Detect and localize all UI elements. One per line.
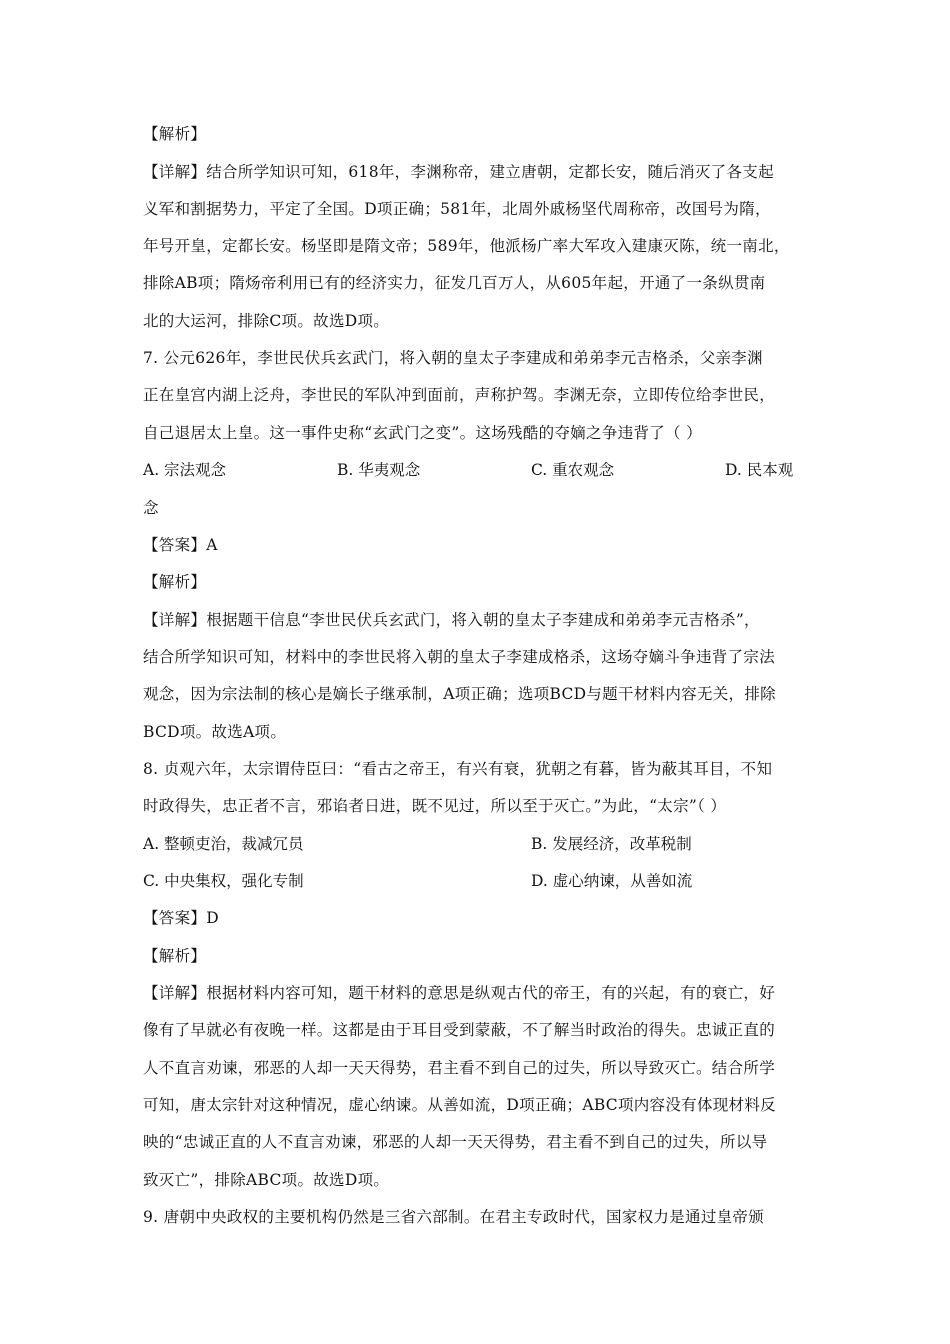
q7-option-b: B. 华夷观念 [337,461,421,479]
q7-option-d: D. 民本观 [725,461,794,479]
q7-option-c: C. 重农观念 [531,461,615,479]
q7-option-wrap: 念 [143,499,159,517]
q8-stem-line: 8. 贞观六年，太宗谓侍臣曰：“看古之帝王，有兴有衰，犹朝之有暮，皆为蔽其耳目，不知 [143,760,773,778]
q8-detail-line: 人不直言劝谏，邪恶的人却一天天得势，君主看不到自己的过失，所以导致灭亡。结合所学 [143,1059,776,1077]
q7-detail-line: 结合所学知识可知，材料中的李世民将入朝的皇太子李建成格杀，这场夺嫡斗争违背了宗法 [143,648,776,666]
q8-option-a: A. 整顿吏治，裁减冗员 [143,835,304,853]
q6-detail-line: 北的大运河，排除C项。故选D项。 [143,312,390,330]
q8-option-b: B. 发展经济，改革税制 [531,835,692,853]
q8-detail-line: 【详解】根据材料内容可知，题干材料的意思是纵观古代的帝王，有的兴起，有的衰亡，好 [143,984,776,1002]
q6-detail-line: 年号开皇，定都长安。杨坚即是隋文帝；589年，他派杨广率大军攻入建康灭陈，统一南北， [143,237,790,255]
q6-detail-line: 排除AB项；隋炀帝利用已有的经济实力，征发几百万人，从605年起，开通了一条纵贯南 [143,274,766,292]
q6-analysis-label: 【解析】 [143,125,207,143]
q7-option-a: A. 宗法观念 [143,461,227,479]
q8-option-d: D. 虚心纳谏，从善如流 [531,872,693,890]
q7-stem-line: 自己退居太上皇。这一事件史称“玄武门之变”。这场残酷的夺嫡之争违背了（ ） [143,424,702,442]
q7-detail-line: 观念，因为宗法制的核心是嫡长子继承制，A项正确；选项BCD与题干材料内容无关，排除 [143,685,776,703]
q8-analysis-label: 【解析】 [143,947,207,965]
q8-detail-line: 可知，唐太宗针对这种情况，虚心纳谏。从善如流，D项正确；ABC项内容没有体现材料反 [143,1096,776,1114]
q7-detail-line: 【详解】根据题干信息“李世民伏兵玄武门，将入朝的皇太子李建成和弟弟李元吉格杀”， [143,611,760,629]
q9-stem-line: 9. 唐朝中央政权的主要机构仍然是三省六部制。在君主专政时代，国家权力是通过皇帝颁 [143,1208,765,1226]
q6-detail-line: 义军和割据势力，平定了全国。D项正确；581年，北周外戚杨坚代周称帝，改国号为隋， [143,200,771,218]
q8-answer: 【答案】D [143,909,219,927]
q7-analysis-label: 【解析】 [143,573,207,591]
q7-answer: 【答案】A [143,536,218,554]
q7-stem-line: 7. 公元626年，李世民伏兵玄武门，将入朝的皇太子李建成和弟弟李元吉格杀，父亲李渊 [143,349,763,367]
q6-detail-line: 【详解】结合所学知识可知，618年，李渊称帝，建立唐朝，定都长安，随后消灭了各支起 [143,163,774,181]
q8-stem-line: 时政得失，忠正者不言，邪谄者日进，既不见过，所以至于灭亡。”为此，“太宗”（ ） [143,797,727,815]
q8-option-c: C. 中央集权，强化专制 [143,872,304,890]
q8-detail-line: 映的“忠诚正直的人不直言劝谏，邪恶的人却一天天得势，君主看不到自己的过失，所以导 [143,1133,768,1151]
q7-stem-line: 正在皇宫内湖上泛舟，李世民的军队冲到面前，声称护驾。李渊无奈，立即传位给李世民， [143,386,776,404]
q8-detail-line: 致灭亡”，排除ABC项。故选D项。 [143,1171,390,1189]
q7-detail-line: BCD项。故选A项。 [143,723,287,741]
q8-detail-line: 像有了早就必有夜晚一样。这都是由于耳目受到蒙蔽，不了解当时政治的得失。忠诚正直的 [143,1021,776,1039]
